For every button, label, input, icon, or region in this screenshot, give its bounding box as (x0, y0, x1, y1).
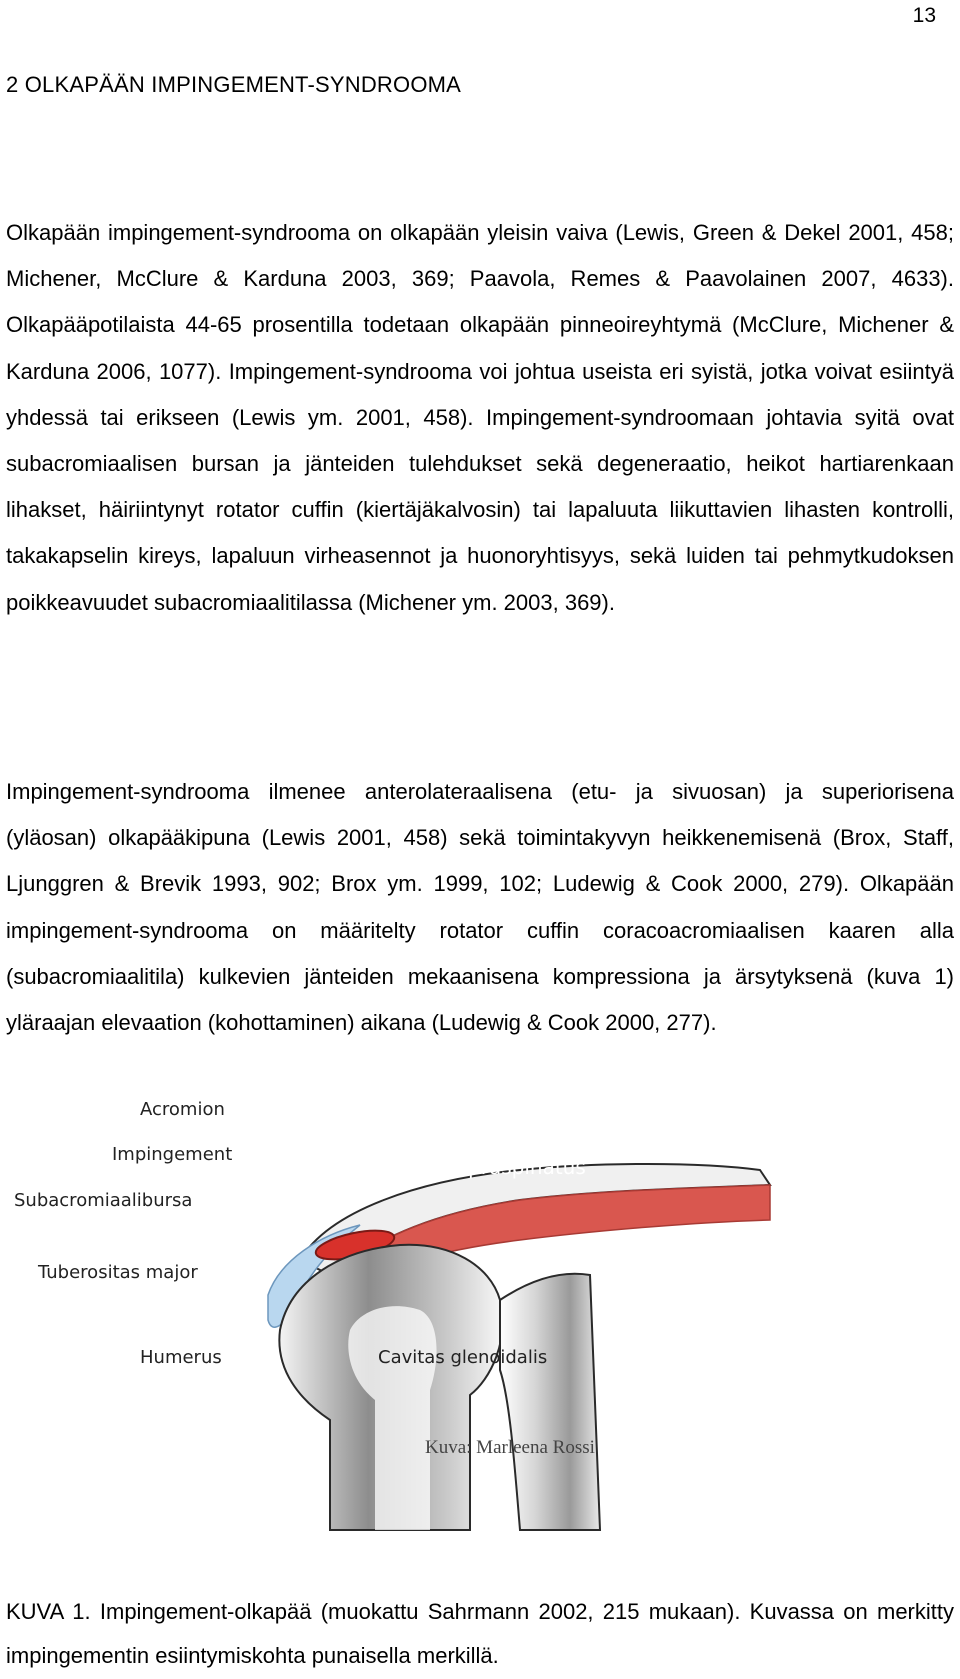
label-supraspinatus: M. supraspinatus (415, 1155, 586, 1179)
label-tuberositas-major: Tuberositas major (38, 1262, 198, 1283)
chapter-heading: 2 OLKAPÄÄN IMPINGEMENT-SYNDROOMA (6, 72, 462, 97)
glenoid-shape (500, 1274, 600, 1530)
figure-credit: Kuva: Marleena Rossi (425, 1437, 595, 1458)
paragraph-1: Olkapään impingement-syndrooma on olkapään yleisin vaiva (Lewis, Green & Dekel 2001, 458; Michener, McClure & Karduna 2003, 369; Paavola, Remes & Paavolainen 2007, 4633). Olkapääpotilaista 44-65 prosentilla todetaan olkapään pinneoireyhtymä (McClure, Michener & Karduna 2006, 1077). Impingement-syndrooma voi johtua useista eri syistä, jotka voivat esiintyä yhdessä tai erikseen (Lewis ym. 2001, 458). Impingement-syndroomaan johtavia syitä ovat subacromiaalisen bursan ja jänteiden tulehdukset sekä degeneraatio, heikot hartiarenkaan lihakset, häiriintynyt rotator cuffin (kiertäjäkalvosin) tai lapaluuta liikuttavien lihasten kontrolli, takakapselin kireys, lapaluun virheasennot ja huonoryhtisyys, sekä luiden tai pehmytkudoksen poikkeavuudet subacromiaalitilassa (Michener ym. 2003, 369). (6, 220, 954, 615)
label-acromion: Acromion (140, 1099, 225, 1120)
page-number: 13 (912, 4, 936, 27)
paragraph-2: Impingement-syndrooma ilmenee anterolateraalisena (etu- ja sivuosan) ja superiorisena (yläosan) olkapääkipuna (Lewis 2001, 458) sekä toimintakyvyn heikkenemisenä (Brox, Staff, Ljunggren & Brevik 1993, 902; Brox ym. 1999, 102; Ludewig & Cook 2000, 279). Olkapään impingement-syndrooma on määritelty rotator cuffin coracoacromiaalisen kaaren alla (subacromiaalitila) kulkevien jänteiden mekaanisena kompressiona ja ärsytyksenä (kuva 1) yläraajan elevaation (kohottaminen) aikana (Ludewig & Cook 2000, 277). (6, 779, 954, 1036)
label-humerus: Humerus (140, 1347, 222, 1368)
figure-caption: KUVA 1. Impingement-olkapää (muokattu Sahrmann 2002, 215 mukaan). Kuvassa on merkitty impingementin esiintymiskohta punaisella merkillä. (6, 1599, 954, 1668)
label-cavitas-glenoidalis: Cavitas glenoidalis (378, 1347, 548, 1368)
shoulder-illustration (0, 1099, 960, 1580)
shoulder-impingement-figure (0, 1099, 960, 1580)
label-subacromiaalibursa: Subacromiaalibursa (14, 1190, 193, 1211)
label-impingement: Impingement (112, 1144, 233, 1165)
